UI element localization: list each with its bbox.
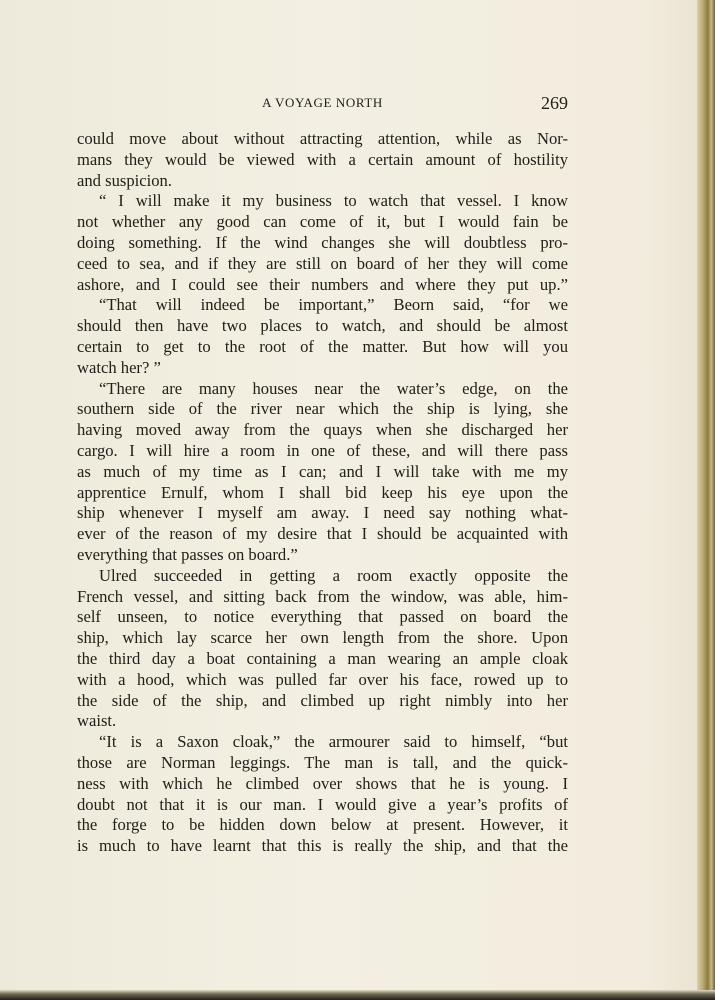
text-line: the side of the ship, and climbed up right nimbly into her <box>77 690 568 710</box>
text-line: “That will indeed be important,” Beorn said, “for we <box>99 295 568 315</box>
text-line: “It is a Saxon cloak,” the armourer said to himself, “but <box>99 732 568 752</box>
text-line: ness with which he climbed over shows that he is young. I <box>77 773 568 793</box>
page-edge-right <box>697 0 715 1000</box>
text-line: the third day a boat containing a man wearing an ample cloak <box>77 648 568 668</box>
text-line: those are Norman leggings. The man is tall, and the quick- <box>77 752 568 772</box>
text-line: and suspicion. <box>77 170 172 190</box>
text-line: ship whenever I myself am away. I need say nothing what- <box>77 503 568 523</box>
body-text <box>77 129 568 857</box>
text-line: waist. <box>77 711 117 731</box>
text-line: ceed to sea, and if they are still on board of her they will come <box>77 253 568 273</box>
text-line: cargo. I will hire a room in one of these, and will there pass <box>77 440 568 460</box>
text-line: doubt not that it is our man. I would give a year’s profits of <box>77 794 568 814</box>
text-line: apprentice Ernulf, whom I shall bid keep his eye upon the <box>77 482 568 502</box>
text-line: having moved away from the quays when she discharged her <box>77 420 568 440</box>
text-line: is much to have learnt that this is really the ship, and that the <box>77 836 568 856</box>
text-line: with a hood, which was pulled far over his face, rowed up to <box>77 669 568 689</box>
text-line: not whether any good can come of it, but I would fain be <box>77 212 568 232</box>
running-head <box>77 93 568 115</box>
text-line: ship, which lay scarce her own length from the shore. Upon <box>77 628 568 648</box>
page-number: 269 <box>541 93 568 113</box>
text-line: ashore, and I could see their numbers and where they put up.” <box>77 274 568 294</box>
text-line: everything that passes on board.” <box>77 544 298 564</box>
text-line: the forge to be hidden down below at present. However, it <box>77 815 568 835</box>
text-line: French vessel, and sitting back from the window, was able, him- <box>77 586 568 606</box>
text-line: certain to get to the root of the matter. But how will you <box>77 336 568 356</box>
page-edge-bottom <box>0 990 715 1000</box>
text-line: ever of the reason of my desire that I should be acquainted with <box>77 524 568 544</box>
text-line: as much of my time as I can; and I will take with me my <box>77 461 568 481</box>
text-line: could move about without attracting attention, while as Nor- <box>77 129 568 148</box>
text-line: “ I will make it my business to watch that vessel. I know <box>99 191 568 211</box>
text-line: southern side of the river near which the ship is lying, she <box>77 399 568 419</box>
text-line: watch her? ” <box>77 357 161 377</box>
text-line: “There are many houses near the water’s edge, on the <box>99 378 568 398</box>
text-line: Ulred succeeded in getting a room exactly opposite the <box>99 565 568 585</box>
text-line: self unseen, to notice everything that passed on board the <box>77 607 568 627</box>
text-line: should then have two places to watch, and should be almost <box>77 316 568 336</box>
text-line: mans they would be viewed with a certain amount of hostility <box>77 149 568 169</box>
text-line: doing something. If the wind changes she will doubtless pro- <box>77 232 568 252</box>
running-title: A VOYAGE NORTH <box>262 95 383 110</box>
